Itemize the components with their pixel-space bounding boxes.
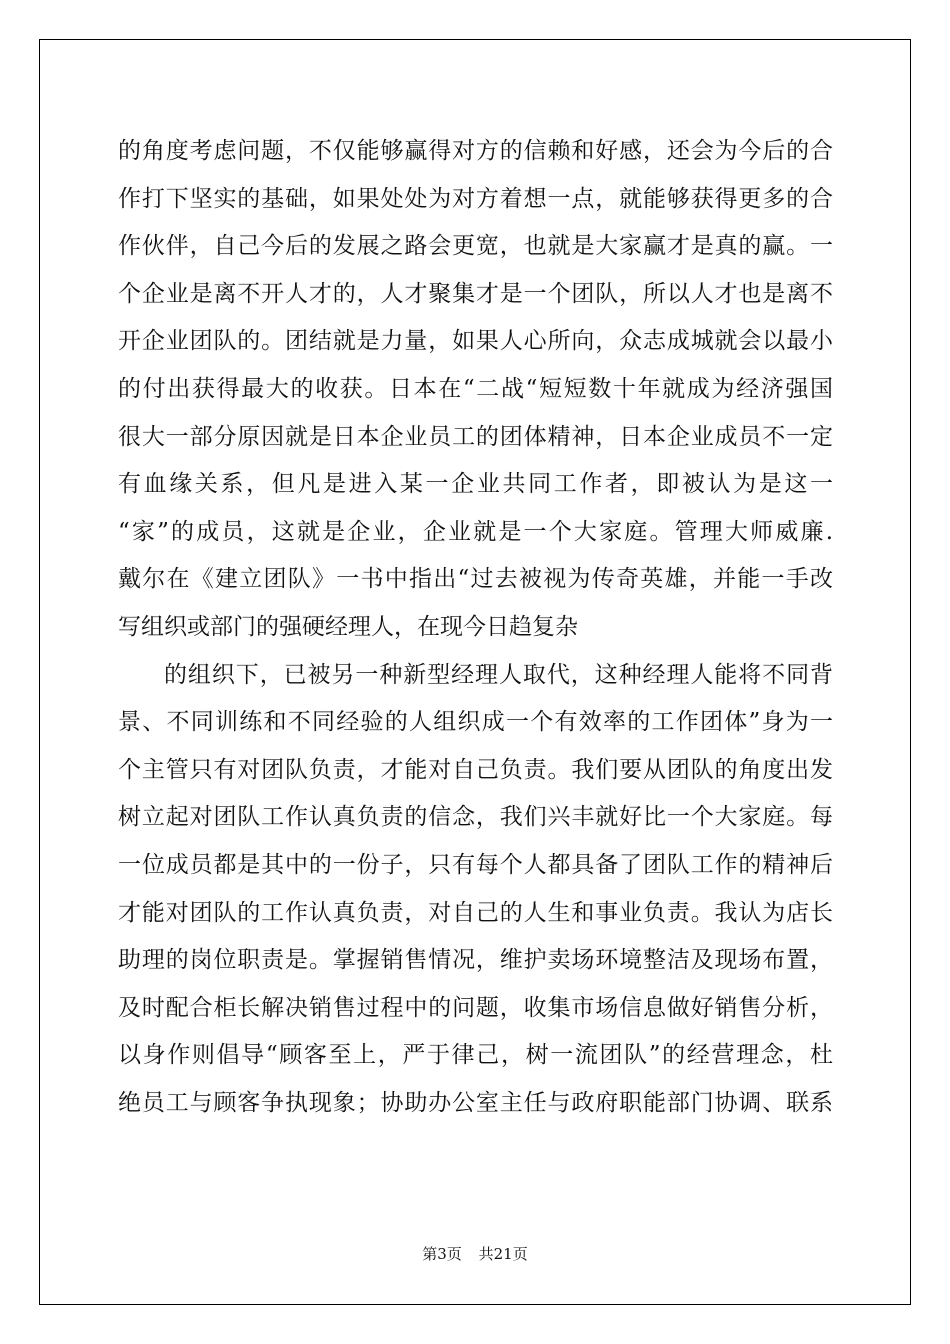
text-line: 写组织或部门的强硬经理人，在现今日趋复杂 [118, 613, 578, 640]
page-footer [0, 1243, 950, 1264]
text-line: 景、不同训练和不同经验的人组织成一个有效率的工作团体”身为一 [118, 709, 833, 736]
text-line: 助理的岗位职责是。掌握销售情况，维护卖场环境整洁及现场布置， [118, 947, 833, 974]
page-number: 第3页 [422, 1245, 462, 1263]
text-line: 及时配合柜长解决销售过程中的问题，收集市场信息做好销售分析， [118, 994, 833, 1021]
text-line: 绝员工与顾客争执现象；协助办公室主任与政府职能部门协调、联系 [118, 1089, 833, 1116]
text-line: 作打下坚实的基础，如果处处为对方着想一点，就能够获得更多的合 [118, 185, 833, 212]
text-line: 树立起对团队工作认真负责的信念，我们兴丰就好比一个大家庭。每 [118, 804, 833, 831]
text-line: 才能对团队的工作认真负责，对自己的人生和事业负责。我认为店长 [118, 899, 833, 926]
text-line: 的组织下，已被另一种新型经理人取代，这种经理人能将不同背 [164, 661, 833, 688]
text-line: 戴尔在《建立团队》一书中指出“过去被视为传奇英雄，并能一手改 [118, 566, 833, 593]
text-line: 一位成员都是其中的一份子，只有每个人都具备了团队工作的精神后 [118, 851, 833, 878]
text-line: 作伙伴，自己今后的发展之路会更宽，也就是大家赢才是真的赢。一 [118, 233, 833, 260]
paragraph-2 [118, 652, 833, 1128]
text-line: 很大一部分原因就是日本企业员工的团体精神，日本企业成员不一定 [118, 423, 833, 450]
text-line: 的付出获得最大的收获。日本在“二战“短短数十年就成为经济强国 [118, 375, 833, 402]
text-line: 个企业是离不开人才的，人才聚集才是一个团队，所以人才也是离不 [118, 280, 833, 307]
document-body [118, 128, 833, 1127]
text-line: 有血缘关系，但凡是进入某一企业共同工作者，即被认为是这一 [118, 471, 833, 498]
text-line: 个主管只有对团队负责，才能对自己负责。我们要从团队的角度出发 [118, 756, 833, 783]
paragraph-1 [118, 128, 833, 652]
text-line: 的角度考虑问题，不仅能够赢得对方的信赖和好感，还会为今后的合 [118, 138, 833, 164]
text-line: 以身作则倡导“顾客至上，严于律己，树一流团队”的经营理念，杜 [118, 1042, 833, 1069]
text-line: “家”的成员，这就是企业，企业就是一个大家庭。管理大师威廉. [118, 518, 833, 545]
text-line: 开企业团队的。团结就是力量，如果人心所向，众志成城就会以最小 [118, 328, 833, 355]
page-total: 共21页 [478, 1245, 528, 1263]
